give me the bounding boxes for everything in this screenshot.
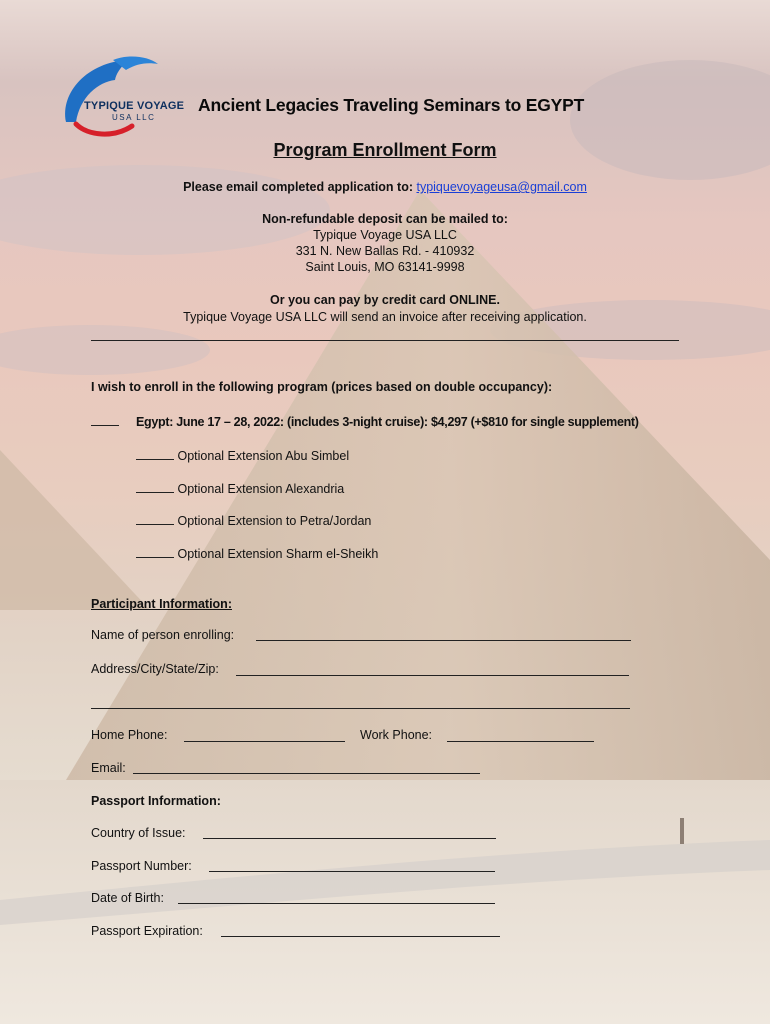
online-payment-heading: Or you can pay by credit card ONLINE. xyxy=(270,293,500,307)
extension-selection-blank[interactable] xyxy=(136,545,174,558)
work-phone-label: Work Phone: xyxy=(360,728,433,742)
deposit-heading: Non-refundable deposit can be mailed to: xyxy=(262,212,508,226)
passport-number-label: Passport Number: xyxy=(91,859,192,873)
invoice-note: Typique Voyage USA LLC will send an invoice after receiving application. xyxy=(183,310,587,324)
name-label: Name of person enrolling: xyxy=(91,628,235,642)
passport-number-field[interactable] xyxy=(209,871,495,872)
extension-selection-blank[interactable] xyxy=(136,447,174,460)
extension-label: Optional Extension Abu Simbel xyxy=(177,449,350,463)
extension-option xyxy=(136,447,349,463)
work-phone-field[interactable] xyxy=(447,741,594,742)
extension-option xyxy=(136,512,371,528)
company-logo xyxy=(58,52,185,140)
dolphin-logo-icon xyxy=(58,52,176,140)
email-link[interactable]: typiquevoyageusa@gmail.com xyxy=(416,180,587,194)
extension-selection-blank[interactable] xyxy=(136,480,174,493)
home-phone-field[interactable] xyxy=(184,741,345,742)
name-field[interactable] xyxy=(256,640,631,641)
program-option-egypt xyxy=(91,413,639,429)
address-field-line-2[interactable] xyxy=(91,708,630,709)
program-intro: I wish to enroll in the following program (prices based on double occupancy): xyxy=(91,380,553,394)
email-instruction: Please email completed application to: typiquevoyageusa@gmail.com xyxy=(183,180,587,194)
egypt-option-label: Egypt: June 17 – 28, 2022: (includes 3-night cruise): $4,297 (+$810 for single supplement) xyxy=(135,415,639,429)
email-instruction-label: Please email completed application to xyxy=(183,180,409,194)
logo-name: TYPIQUE VOYAGE xyxy=(84,100,185,112)
dob-field[interactable] xyxy=(178,903,495,904)
address-line-3: Saint Louis, MO 63141-9998 xyxy=(305,260,465,274)
expiration-label: Passport Expiration: xyxy=(91,924,203,938)
home-phone-label: Home Phone: xyxy=(91,728,168,742)
email-label: Email: xyxy=(91,761,126,775)
egypt-selection-blank[interactable] xyxy=(91,413,119,426)
dob-label: Date of Birth: xyxy=(91,891,164,905)
section-divider xyxy=(91,340,679,341)
page-title: Ancient Legacies Traveling Seminars to EGYPT xyxy=(198,95,585,115)
extension-label: Optional Extension to Petra/Jordan xyxy=(177,514,372,528)
extension-selection-blank[interactable] xyxy=(136,512,174,525)
address-line-2: 331 N. New Ballas Rd. - 410932 xyxy=(295,244,475,258)
address-label: Address/City/State/Zip: xyxy=(91,662,219,676)
expiration-field[interactable] xyxy=(221,936,500,937)
email-field[interactable] xyxy=(133,773,480,774)
country-label: Country of Issue: xyxy=(91,826,186,840)
passport-heading: Passport Information: xyxy=(91,794,221,808)
logo-subtitle: USA LLC xyxy=(112,113,156,122)
extension-label: Optional Extension Alexandria xyxy=(177,482,345,496)
extension-label: Optional Extension Sharm el-Sheikh xyxy=(177,547,379,561)
country-field[interactable] xyxy=(203,838,496,839)
address-line-1: Typique Voyage USA LLC xyxy=(313,228,457,242)
address-field[interactable] xyxy=(236,675,629,676)
extension-option xyxy=(136,545,378,561)
participant-heading: Participant Information: xyxy=(91,597,232,611)
extension-option xyxy=(136,480,344,496)
form-title: Program Enrollment Form xyxy=(273,140,497,160)
